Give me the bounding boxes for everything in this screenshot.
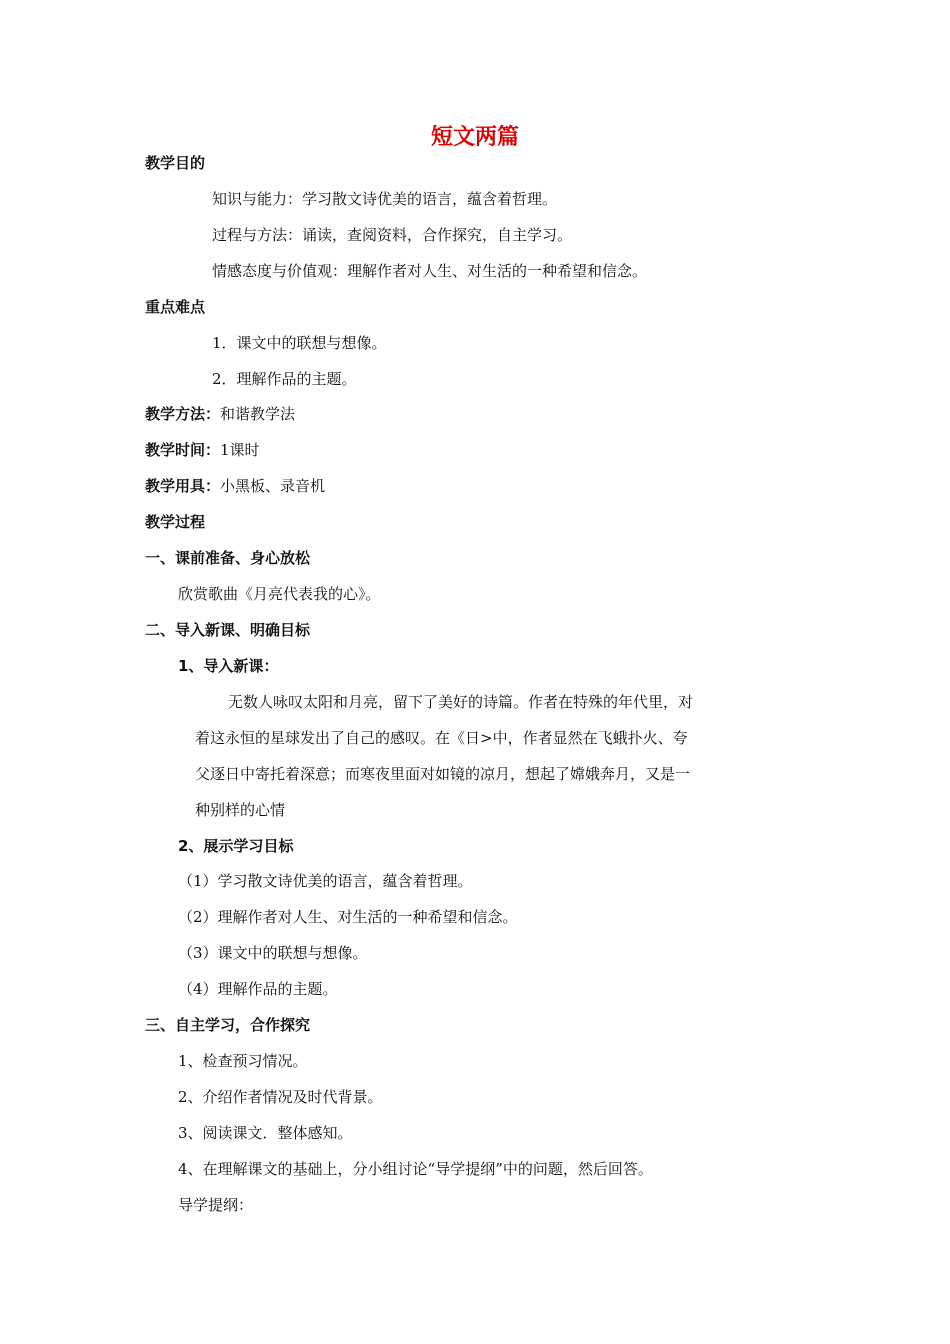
time-value: 1课时 bbox=[220, 441, 260, 459]
objective-item: 过程与方法：诵读，查阅资料，合作探究，自主学习。 bbox=[212, 226, 573, 244]
time-line bbox=[145, 440, 260, 460]
document-title: 短文两篇 bbox=[430, 125, 519, 150]
intro-paragraph-line: 无数人咏叹太阳和月亮，留下了美好的诗篇。作者在特殊的年代里，对 bbox=[228, 693, 694, 711]
section3-item: 2、介绍作者情况及时代背景。 bbox=[178, 1088, 383, 1106]
section2-heading: 二、导入新课、明确目标 bbox=[145, 621, 311, 639]
method-line bbox=[145, 404, 295, 424]
intro-paragraph-line: 着这永恒的星球发出了自己的感叹。在《日>中，作者显然在飞蛾扑火、夸 bbox=[195, 729, 688, 747]
intro-paragraph-line: 父逐日中寄托着深意；而寒夜里面对如镜的凉月，想起了嫦娥奔月，又是一 bbox=[195, 765, 691, 783]
goal-item: （3）课文中的联想与想像。 bbox=[178, 944, 368, 962]
goal-item: （1）学习散文诗优美的语言，蕴含着哲理。 bbox=[178, 872, 473, 890]
section3-item: 1、检查预习情况。 bbox=[178, 1052, 308, 1070]
section2-sub2-heading: 2、展示学习目标 bbox=[178, 837, 294, 855]
time-label: 教学时间： bbox=[145, 441, 221, 459]
objective-item: 情感态度与价值观：理解作者对人生、对生活的一种希望和信念。 bbox=[212, 262, 648, 280]
tools-line bbox=[145, 476, 325, 496]
tools-label: 教学用具： bbox=[145, 477, 221, 495]
section3-item: 导学提纲： bbox=[178, 1196, 254, 1214]
method-value: 和谐教学法 bbox=[220, 405, 296, 423]
goal-item: （4）理解作品的主题。 bbox=[178, 980, 338, 998]
section3-item: 4、在理解课文的基础上，分小组讨论“导学提纲”中的问题，然后回答。 bbox=[178, 1160, 653, 1178]
objective-item: 知识与能力：学习散文诗优美的语言，蕴含着哲理。 bbox=[212, 190, 558, 208]
goal-item: （2）理解作者对人生、对生活的一种希望和信念。 bbox=[178, 908, 518, 926]
tools-value: 小黑板、录音机 bbox=[220, 477, 326, 495]
section1-text: 欣赏歌曲《月亮代表我的心》。 bbox=[178, 585, 381, 603]
key-point-item: 1．课文中的联想与想像。 bbox=[212, 334, 387, 352]
key-point-item: 2．理解作品的主题。 bbox=[212, 370, 357, 388]
objectives-heading: 教学目的 bbox=[145, 154, 206, 172]
section1-heading: 一、课前准备、身心放松 bbox=[145, 549, 311, 567]
key-points-heading: 重点难点 bbox=[145, 298, 206, 316]
section3-heading: 三、自主学习，合作探究 bbox=[145, 1016, 311, 1034]
section2-sub1-heading: 1、导入新课： bbox=[178, 657, 279, 675]
method-label: 教学方法： bbox=[145, 405, 221, 423]
section3-item: 3、阅读课文．整体感知。 bbox=[178, 1124, 353, 1142]
process-heading: 教学过程 bbox=[145, 513, 206, 531]
intro-paragraph-line: 种别样的心情 bbox=[195, 801, 286, 819]
